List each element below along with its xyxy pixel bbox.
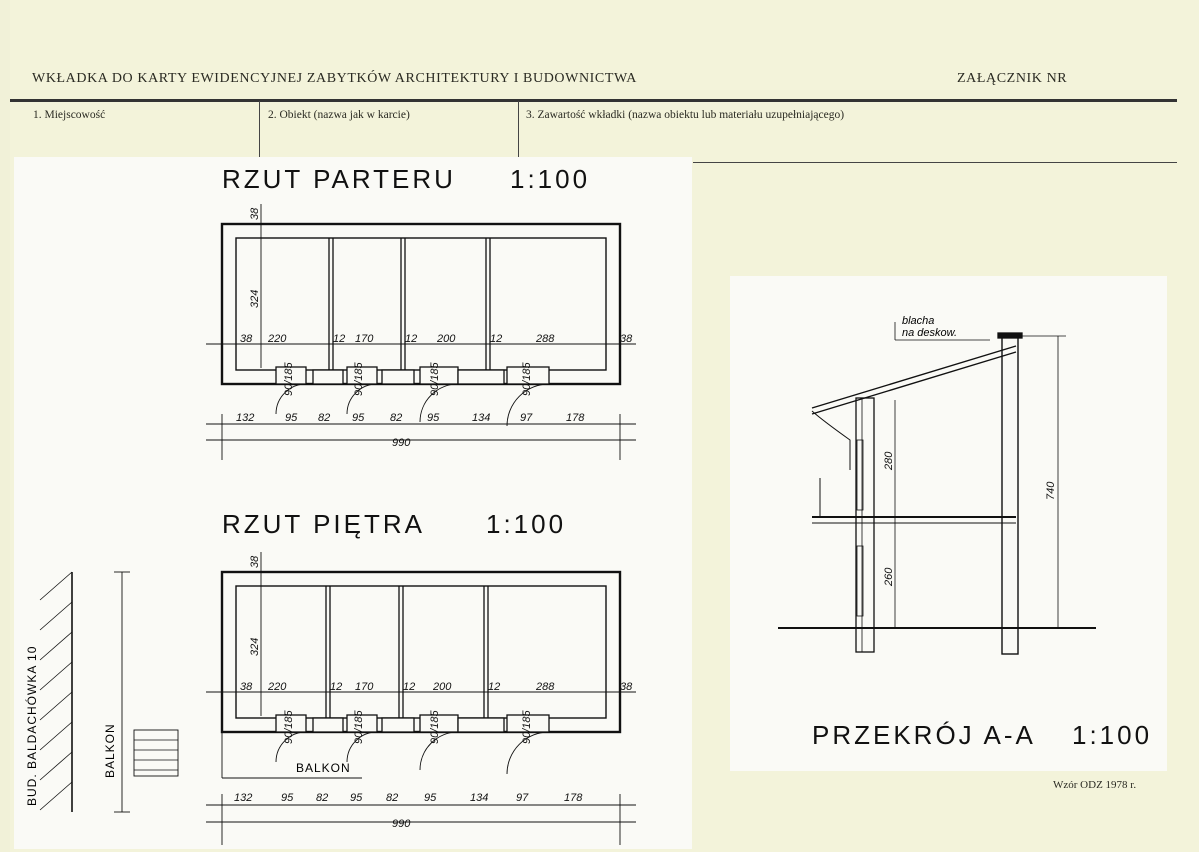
section-title: PRZEKRÓJ A-A [812, 720, 1036, 750]
roof-note: blacha [902, 315, 935, 327]
ground-floor-scale: 1:100 [510, 164, 591, 194]
roof-note: na deskow. [902, 327, 958, 339]
dim-label: 95 [281, 792, 294, 804]
annex-label: ZAŁĄCZNIK NR [957, 71, 1068, 86]
dim-label: 95 [427, 412, 440, 424]
dim-label: 95 [352, 412, 365, 424]
field-locality: 1. Miejscowość [33, 109, 106, 121]
dim-label: 82 [316, 792, 329, 804]
dim-label: 82 [318, 412, 331, 424]
dim-label: 97 [520, 412, 533, 424]
dim-label: 12 [488, 681, 501, 693]
dim-label: 220 [268, 333, 287, 345]
dim-label: 288 [536, 681, 555, 693]
dim-opening: 90/185 [283, 710, 295, 744]
form-stamp: Wzór ODZ 1978 r. [1053, 779, 1137, 791]
card-title: WKŁADKA DO KARTY EWIDENCYJNEJ ZABYTKÓW ARCHITEKTURY I BUDOWNICTWA [32, 71, 637, 86]
dim-height: 324 [249, 637, 261, 656]
dim-label: 132 [234, 792, 253, 804]
dim-label: 200 [433, 681, 452, 693]
dim-label: 200 [437, 333, 456, 345]
dim-label: 12 [333, 333, 346, 345]
dim-label: 38 [620, 681, 633, 693]
ground-floor-title: RZUT PARTERU [222, 164, 456, 194]
dim-wall: 38 [249, 555, 261, 568]
dim-label: 38 [240, 681, 253, 693]
dim-label: 97 [516, 792, 529, 804]
dim-opening: 90/185 [429, 710, 441, 744]
first-floor-title: RZUT PIĘTRA [222, 509, 425, 539]
dim-label: 220 [268, 681, 287, 693]
dim-total: 990 [392, 818, 411, 830]
dim-label: 95 [424, 792, 437, 804]
dim-label: 170 [355, 681, 374, 693]
dim-label: 38 [620, 333, 633, 345]
dim-label: 178 [566, 412, 585, 424]
dim-opening: 90/185 [353, 362, 365, 396]
balcony-label: BALKON [296, 761, 351, 775]
first-floor-scale: 1:100 [486, 509, 567, 539]
balcony-side-label: BALKON [103, 723, 117, 778]
dim-label: 134 [470, 792, 489, 804]
dim-label: 134 [472, 412, 491, 424]
dim-label: 95 [350, 792, 363, 804]
dim-label: 288 [536, 333, 555, 345]
dim-label: 82 [386, 792, 399, 804]
dim-height: 324 [249, 289, 261, 308]
dim-label: 12 [403, 681, 416, 693]
dim-opening: 90/185 [521, 362, 533, 396]
section-scale: 1:100 [1072, 720, 1153, 750]
street-label: BUD. BALDACHÓWKA 10 [25, 645, 39, 806]
field-contents: 3. Zawartość wkładki (nazwa obiektu lub materiału uzupełniającego) [526, 109, 845, 121]
dim-opening: 90/185 [353, 710, 365, 744]
dim-label: 170 [355, 333, 374, 345]
dim-label: 38 [240, 333, 253, 345]
dim-lower-storey: 260 [883, 567, 895, 586]
dim-label: 132 [236, 412, 255, 424]
first-floor-plan [40, 552, 636, 845]
dim-opening: 90/185 [521, 710, 533, 744]
field-object: 2. Obiekt (nazwa jak w karcie) [268, 109, 410, 121]
dim-total: 990 [392, 437, 411, 449]
dim-label: 12 [405, 333, 418, 345]
dim-label: 178 [564, 792, 583, 804]
dim-label: 12 [330, 681, 343, 693]
dim-total-height: 740 [1045, 481, 1057, 500]
dim-wall: 38 [249, 207, 261, 220]
dim-label: 12 [490, 333, 503, 345]
dim-opening: 90/185 [429, 362, 441, 396]
dim-label: 82 [390, 412, 403, 424]
dim-opening: 90/185 [283, 362, 295, 396]
dim-label: 95 [285, 412, 298, 424]
dim-upper-storey: 280 [883, 451, 895, 470]
